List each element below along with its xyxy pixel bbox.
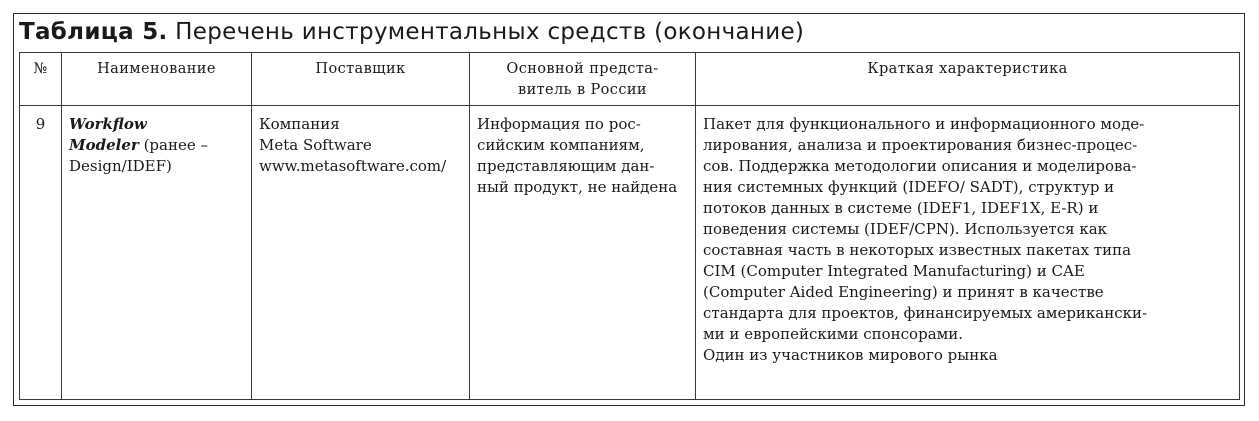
cell-name <box>62 106 252 400</box>
caption-label: Таблица 5. <box>19 19 168 45</box>
header-num: № <box>20 53 62 106</box>
table-caption <box>19 15 804 49</box>
header-row <box>20 53 1240 106</box>
desc-line: ми и европейскими спонсорами. <box>703 325 964 343</box>
desc-line: (Computer Aided Engineering) и принят в качестве <box>703 283 1104 301</box>
desc-line: лирования, анализа и проектирования бизнес-процес- <box>703 136 1138 154</box>
desc-line: потоков данных в системе (IDEF1, IDEF1X, E-R) и <box>703 199 1099 217</box>
product-name-note: (ранее – <box>138 136 208 154</box>
desc-line: поведения системы (IDEF/CPN). Используется как <box>703 220 1108 238</box>
cell-num: 9 <box>20 106 62 400</box>
caption-text: Перечень инструментальных средств (окончание) <box>175 19 805 45</box>
cell-supplier <box>252 106 470 400</box>
header-rep-line: витель в России <box>518 82 647 98</box>
table-row <box>20 106 1240 400</box>
header-representative <box>470 53 696 106</box>
cell-representative <box>470 106 696 400</box>
desc-line: Один из участников мирового рынка <box>703 346 998 364</box>
rep-line: сийским компаниям, <box>477 136 645 154</box>
product-name-part: Workflow <box>69 115 147 133</box>
desc-line: Пакет для функционального и информационного моде- <box>703 115 1145 133</box>
desc-line: ния системных функций (IDEFO/ SADT), структур и <box>703 178 1115 196</box>
rep-line: представляющим дан- <box>477 157 655 175</box>
supplier-url: www.metasoftware.com/ <box>259 157 447 175</box>
header-description: Краткая характеристика <box>696 53 1240 106</box>
header-supplier: Поставщик <box>252 53 470 106</box>
cell-description <box>696 106 1240 400</box>
rep-line: Информация по рос- <box>477 115 641 133</box>
supplier-line: Meta Software <box>259 136 372 154</box>
rep-line: ный продукт, не найдена <box>477 178 678 196</box>
desc-line: стандарта для проектов, финансируемых американски- <box>703 304 1148 322</box>
product-name-part: Modeler <box>69 136 139 154</box>
desc-line: сов. Поддержка методологии описания и моделирова- <box>703 157 1137 175</box>
product-name-note: Design/IDEF) <box>69 157 172 175</box>
supplier-line: Компания <box>259 115 340 133</box>
tools-table <box>19 52 1240 400</box>
header-rep-line: Основной предста- <box>506 61 659 77</box>
header-name: Наименование <box>62 53 252 106</box>
desc-line: составная часть в некоторых известных пакетах типа <box>703 241 1132 259</box>
desc-line: CIM (Computer Integrated Manufacturing) и CAE <box>703 262 1085 280</box>
